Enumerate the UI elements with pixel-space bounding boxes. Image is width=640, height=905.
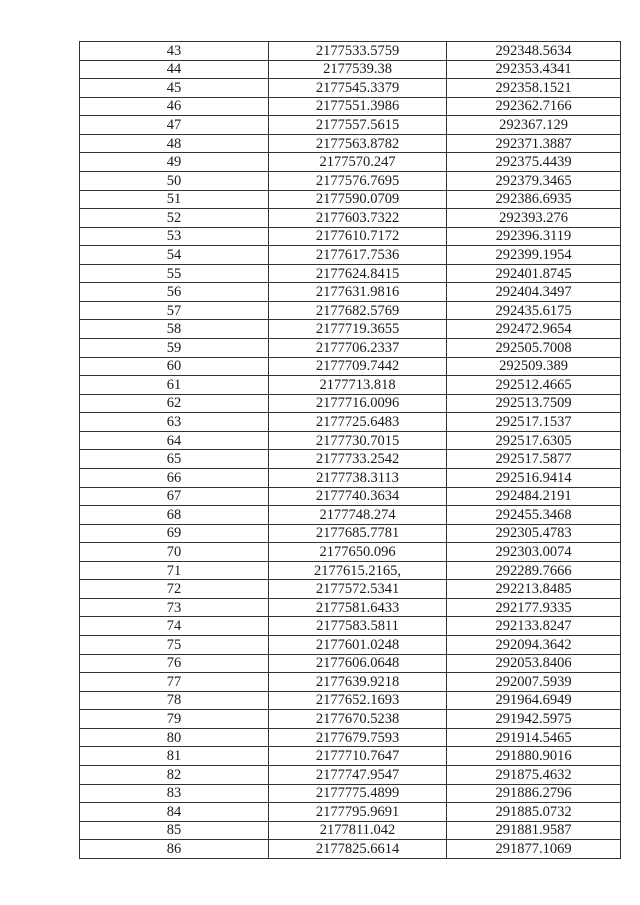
point-number-cell: 69 [80, 524, 269, 543]
y-coordinate-cell: 292133.8247 [447, 617, 621, 636]
point-number-cell: 71 [80, 561, 269, 580]
table-row [80, 357, 621, 376]
point-number-cell: 46 [80, 97, 269, 116]
point-number-cell: 65 [80, 450, 269, 469]
y-coordinate-cell: 291964.6949 [447, 691, 621, 710]
x-coordinate-cell: 2177795.9691 [269, 803, 447, 822]
table-row [80, 134, 621, 153]
y-coordinate-cell: 292399.1954 [447, 246, 621, 265]
table-row [80, 598, 621, 617]
y-coordinate-cell: 292094.3642 [447, 636, 621, 655]
y-coordinate-cell: 291877.1069 [447, 840, 621, 859]
table-row [80, 691, 621, 710]
point-number-cell: 53 [80, 227, 269, 246]
x-coordinate-cell: 2177583.5811 [269, 617, 447, 636]
y-coordinate-cell: 292358.1521 [447, 79, 621, 98]
y-coordinate-cell: 292305.4783 [447, 524, 621, 543]
x-coordinate-cell: 2177551.3986 [269, 97, 447, 116]
point-number-cell: 81 [80, 747, 269, 766]
table-row [80, 654, 621, 673]
table-row [80, 561, 621, 580]
x-coordinate-cell: 2177631.9816 [269, 283, 447, 302]
table-row [80, 116, 621, 135]
y-coordinate-cell: 292404.3497 [447, 283, 621, 302]
x-coordinate-cell: 2177590.0709 [269, 190, 447, 209]
point-number-cell: 45 [80, 79, 269, 98]
table-row [80, 283, 621, 302]
point-number-cell: 75 [80, 636, 269, 655]
table-row [80, 209, 621, 228]
point-number-cell: 63 [80, 413, 269, 432]
y-coordinate-cell: 292007.5939 [447, 673, 621, 692]
table-row [80, 171, 621, 190]
table-row [80, 264, 621, 283]
point-number-cell: 61 [80, 376, 269, 395]
x-coordinate-cell: 2177685.7781 [269, 524, 447, 543]
x-coordinate-cell: 2177650.096 [269, 543, 447, 562]
y-coordinate-cell: 292353.4341 [447, 60, 621, 79]
x-coordinate-cell: 2177652.1693 [269, 691, 447, 710]
point-number-cell: 82 [80, 765, 269, 784]
y-coordinate-cell: 292053.8406 [447, 654, 621, 673]
point-number-cell: 44 [80, 60, 269, 79]
y-coordinate-cell: 292517.1537 [447, 413, 621, 432]
table-row [80, 673, 621, 692]
y-coordinate-cell: 291885.0732 [447, 803, 621, 822]
y-coordinate-cell: 292517.6305 [447, 431, 621, 450]
point-number-cell: 49 [80, 153, 269, 172]
x-coordinate-cell: 2177533.5759 [269, 42, 447, 61]
x-coordinate-cell: 2177682.5769 [269, 301, 447, 320]
y-coordinate-cell: 292379.3465 [447, 171, 621, 190]
point-number-cell: 67 [80, 487, 269, 506]
x-coordinate-cell: 2177601.0248 [269, 636, 447, 655]
point-number-cell: 51 [80, 190, 269, 209]
x-coordinate-cell: 2177545.3379 [269, 79, 447, 98]
x-coordinate-cell: 2177733.2542 [269, 450, 447, 469]
y-coordinate-cell: 291914.5465 [447, 728, 621, 747]
x-coordinate-cell: 2177603.7322 [269, 209, 447, 228]
y-coordinate-cell: 292484.2191 [447, 487, 621, 506]
table-row [80, 339, 621, 358]
table-row [80, 227, 621, 246]
table-row [80, 710, 621, 729]
x-coordinate-cell: 2177576.7695 [269, 171, 447, 190]
point-number-cell: 84 [80, 803, 269, 822]
point-number-cell: 76 [80, 654, 269, 673]
y-coordinate-cell: 292516.9414 [447, 468, 621, 487]
x-coordinate-cell: 2177719.3655 [269, 320, 447, 339]
x-coordinate-cell: 2177709.7442 [269, 357, 447, 376]
point-number-cell: 86 [80, 840, 269, 859]
x-coordinate-cell: 2177748.274 [269, 506, 447, 525]
x-coordinate-cell: 2177740.3634 [269, 487, 447, 506]
y-coordinate-cell: 292213.8485 [447, 580, 621, 599]
point-number-cell: 58 [80, 320, 269, 339]
y-coordinate-cell: 292371.3887 [447, 134, 621, 153]
table-row [80, 506, 621, 525]
table-row [80, 803, 621, 822]
y-coordinate-cell: 292367.129 [447, 116, 621, 135]
point-number-cell: 52 [80, 209, 269, 228]
y-coordinate-cell: 292512.4665 [447, 376, 621, 395]
x-coordinate-cell: 2177570.247 [269, 153, 447, 172]
coordinates-table-body [80, 42, 621, 859]
x-coordinate-cell: 2177738.3113 [269, 468, 447, 487]
point-number-cell: 70 [80, 543, 269, 562]
table-row [80, 320, 621, 339]
table-row [80, 413, 621, 432]
table-row [80, 42, 621, 61]
point-number-cell: 50 [80, 171, 269, 190]
table-row [80, 728, 621, 747]
x-coordinate-cell: 2177572.5341 [269, 580, 447, 599]
point-number-cell: 62 [80, 394, 269, 413]
y-coordinate-cell: 292303.0074 [447, 543, 621, 562]
table-row [80, 468, 621, 487]
point-number-cell: 79 [80, 710, 269, 729]
point-number-cell: 74 [80, 617, 269, 636]
y-coordinate-cell: 292505.7008 [447, 339, 621, 358]
y-coordinate-cell: 291875.4632 [447, 765, 621, 784]
y-coordinate-cell: 292177.9335 [447, 598, 621, 617]
table-row [80, 376, 621, 395]
point-number-cell: 56 [80, 283, 269, 302]
table-row [80, 765, 621, 784]
x-coordinate-cell: 2177563.8782 [269, 134, 447, 153]
point-number-cell: 55 [80, 264, 269, 283]
y-coordinate-cell: 292435.6175 [447, 301, 621, 320]
x-coordinate-cell: 2177825.6614 [269, 840, 447, 859]
table-row [80, 617, 621, 636]
point-number-cell: 78 [80, 691, 269, 710]
x-coordinate-cell: 2177775.4899 [269, 784, 447, 803]
point-number-cell: 59 [80, 339, 269, 358]
table-row [80, 60, 621, 79]
y-coordinate-cell: 291881.9587 [447, 821, 621, 840]
point-number-cell: 43 [80, 42, 269, 61]
y-coordinate-cell: 292375.4439 [447, 153, 621, 172]
y-coordinate-cell: 292393.276 [447, 209, 621, 228]
x-coordinate-cell: 2177610.7172 [269, 227, 447, 246]
point-number-cell: 77 [80, 673, 269, 692]
table-row [80, 747, 621, 766]
table-row [80, 394, 621, 413]
table-row [80, 450, 621, 469]
x-coordinate-cell: 2177706.2337 [269, 339, 447, 358]
y-coordinate-cell: 292513.7509 [447, 394, 621, 413]
x-coordinate-cell: 2177730.7015 [269, 431, 447, 450]
y-coordinate-cell: 292517.5877 [447, 450, 621, 469]
y-coordinate-cell: 292362.7166 [447, 97, 621, 116]
table-row [80, 784, 621, 803]
x-coordinate-cell: 2177679.7593 [269, 728, 447, 747]
coordinates-table [79, 41, 621, 859]
point-number-cell: 73 [80, 598, 269, 617]
table-row [80, 840, 621, 859]
x-coordinate-cell: 2177716.0096 [269, 394, 447, 413]
point-number-cell: 47 [80, 116, 269, 135]
x-coordinate-cell: 2177725.6483 [269, 413, 447, 432]
point-number-cell: 80 [80, 728, 269, 747]
point-number-cell: 60 [80, 357, 269, 376]
y-coordinate-cell: 292472.9654 [447, 320, 621, 339]
y-coordinate-cell: 291886.2796 [447, 784, 621, 803]
table-row [80, 79, 621, 98]
table-row [80, 580, 621, 599]
x-coordinate-cell: 2177557.5615 [269, 116, 447, 135]
table-row [80, 487, 621, 506]
x-coordinate-cell: 2177606.0648 [269, 654, 447, 673]
y-coordinate-cell: 292401.8745 [447, 264, 621, 283]
point-number-cell: 64 [80, 431, 269, 450]
x-coordinate-cell: 2177710.7647 [269, 747, 447, 766]
table-row [80, 246, 621, 265]
y-coordinate-cell: 292396.3119 [447, 227, 621, 246]
point-number-cell: 54 [80, 246, 269, 265]
point-number-cell: 68 [80, 506, 269, 525]
x-coordinate-cell: 2177670.5238 [269, 710, 447, 729]
table-row [80, 97, 621, 116]
x-coordinate-cell: 2177617.7536 [269, 246, 447, 265]
y-coordinate-cell: 292455.3468 [447, 506, 621, 525]
table-row [80, 301, 621, 320]
x-coordinate-cell: 2177539.38 [269, 60, 447, 79]
table-row [80, 153, 621, 172]
x-coordinate-cell: 2177581.6433 [269, 598, 447, 617]
y-coordinate-cell: 292289.7666 [447, 561, 621, 580]
x-coordinate-cell: 2177615.2165, [269, 561, 447, 580]
point-number-cell: 57 [80, 301, 269, 320]
table-row [80, 431, 621, 450]
x-coordinate-cell: 2177811.042 [269, 821, 447, 840]
point-number-cell: 85 [80, 821, 269, 840]
x-coordinate-cell: 2177624.8415 [269, 264, 447, 283]
x-coordinate-cell: 2177639.9218 [269, 673, 447, 692]
point-number-cell: 48 [80, 134, 269, 153]
y-coordinate-cell: 292509.389 [447, 357, 621, 376]
y-coordinate-cell: 291942.5975 [447, 710, 621, 729]
table-row [80, 543, 621, 562]
x-coordinate-cell: 2177747.9547 [269, 765, 447, 784]
point-number-cell: 83 [80, 784, 269, 803]
x-coordinate-cell: 2177713.818 [269, 376, 447, 395]
table-row [80, 190, 621, 209]
y-coordinate-cell: 292348.5634 [447, 42, 621, 61]
table-row [80, 636, 621, 655]
point-number-cell: 66 [80, 468, 269, 487]
y-coordinate-cell: 292386.6935 [447, 190, 621, 209]
table-row [80, 821, 621, 840]
point-number-cell: 72 [80, 580, 269, 599]
table-row [80, 524, 621, 543]
y-coordinate-cell: 291880.9016 [447, 747, 621, 766]
